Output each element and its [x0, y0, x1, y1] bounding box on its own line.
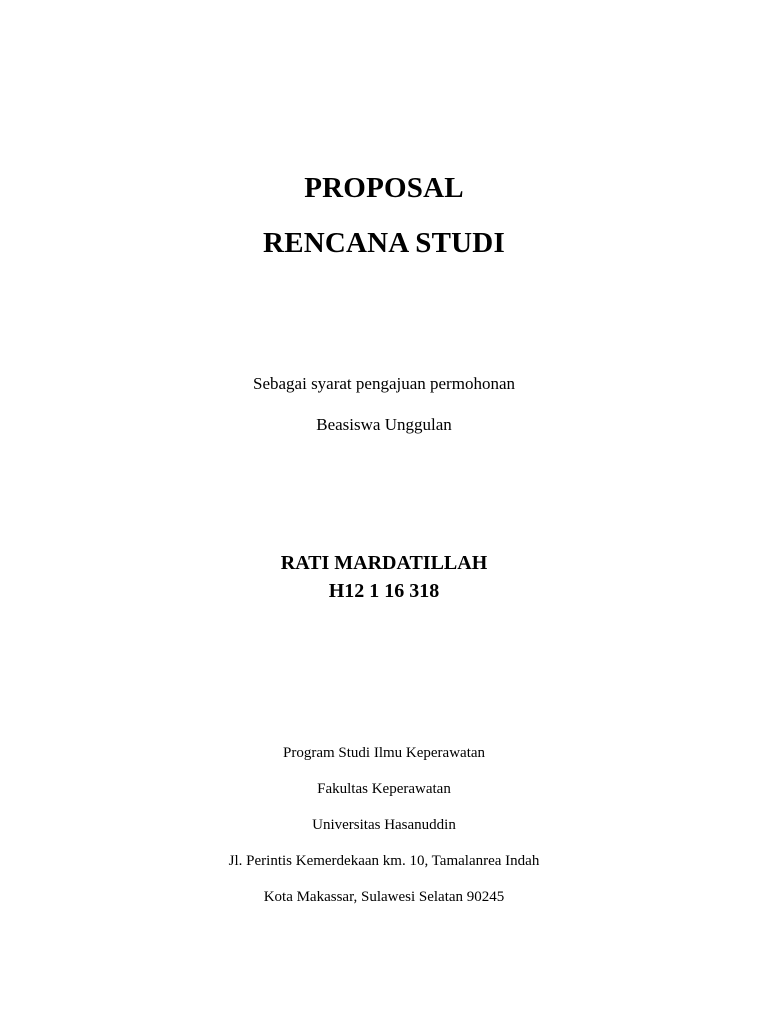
address: Jl. Perintis Kemerdekaan km. 10, Tamalanrea Indah — [228, 853, 540, 869]
university: Universitas Hasanuddin — [312, 817, 456, 833]
faculty: Fakultas Keperawatan — [317, 781, 451, 797]
title-line-2: RENCANA STUDI — [263, 227, 505, 259]
purpose-line-1: Sebagai syarat pengajuan permohonan — [253, 374, 515, 393]
study-program: Program Studi Ilmu Keperawatan — [282, 745, 486, 761]
city: Kota Makassar, Sulawesi Selatan 90245 — [263, 889, 505, 905]
author-name: RATI MARDATILLAH — [280, 552, 488, 574]
title-line-1: PROPOSAL — [304, 172, 464, 204]
purpose-line-2: Beasiswa Unggulan — [316, 415, 452, 434]
student-id: H12 1 16 318 — [328, 580, 440, 602]
